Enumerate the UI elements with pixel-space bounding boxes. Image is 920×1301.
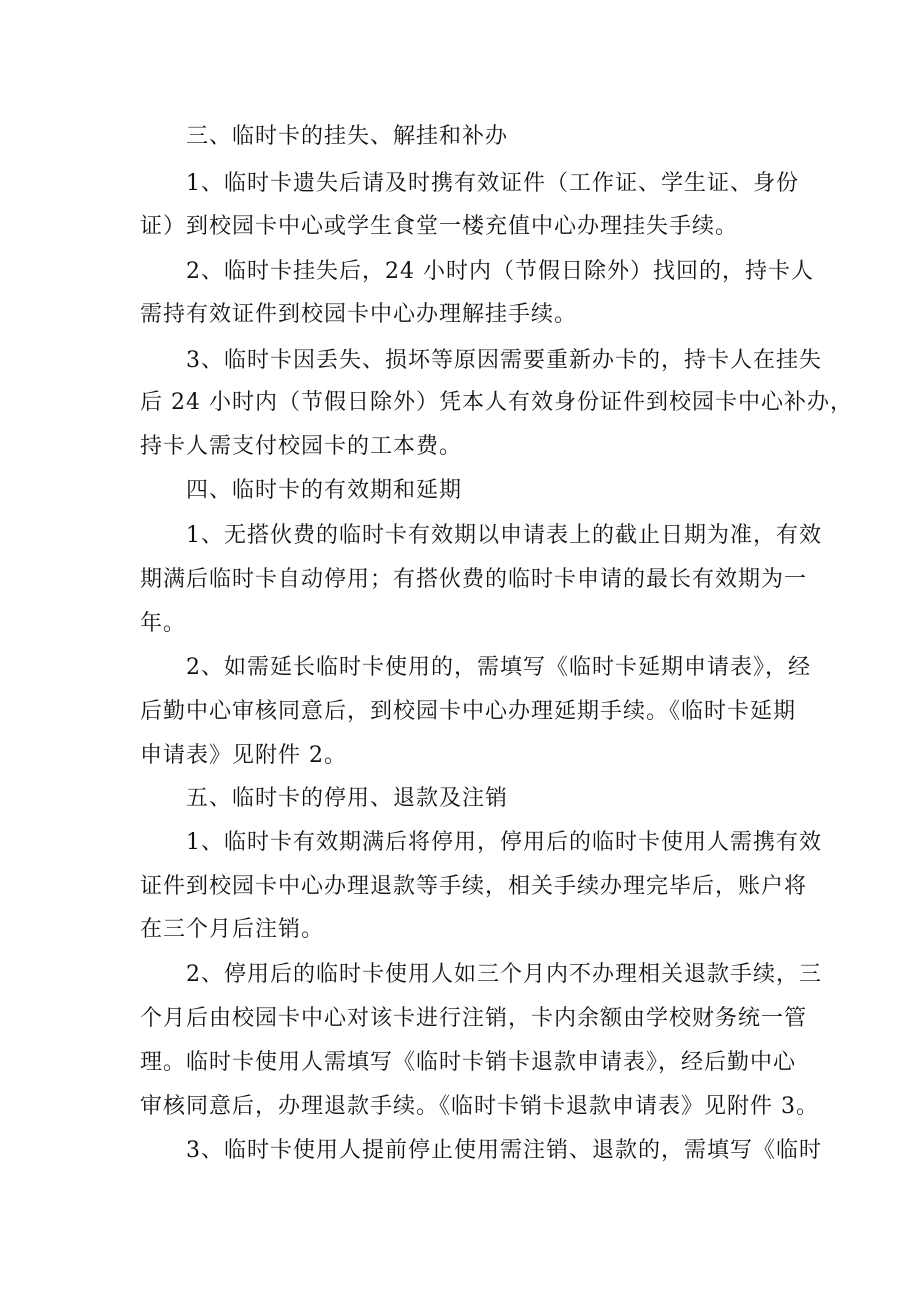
paragraph-line: 2、如需延长临时卡使用的，需填写《临时卡延期申请表》，经	[186, 655, 811, 680]
paragraph-line: 证）到校园卡中心或学生食堂一楼充值中心办理挂失手续。	[140, 214, 739, 239]
section-heading-3: 三、临时卡的挂失、解挂和补办	[186, 124, 509, 149]
paragraph-line: 审核同意后，办理退款手续。《临时卡销卡退款申请表》见附件 3。	[140, 1094, 819, 1119]
paragraph-line: 2、临时卡挂失后，24 小时内（节假日除外）找回的，持卡人	[186, 259, 814, 284]
section-heading-5: 五、临时卡的停用、退款及注销	[186, 786, 509, 811]
paragraph-line: 年。	[140, 611, 187, 636]
paragraph-line: 后勤中心审核同意后，到校园卡中心办理延期手续。《临时卡延期	[140, 699, 797, 724]
section-heading-4: 四、临时卡的有效期和延期	[186, 478, 463, 503]
paragraph-line: 在三个月后注销。	[140, 917, 325, 942]
paragraph-line: 后 24 小时内（节假日除外）凭本人有效身份证件到校园卡中心补办，	[140, 390, 853, 415]
paragraph-line: 期满后临时卡自动停用；有搭伙费的临时卡申请的最长有效期为一	[140, 567, 808, 592]
paragraph-line: 申请表》见附件 2。	[140, 743, 347, 768]
paragraph-line: 个月后由校园卡中心对该卡进行注销，卡内余额由学校财务统一管	[140, 1006, 808, 1031]
paragraph-line: 1、临时卡遗失后请及时携有效证件（工作证、学生证、身份	[186, 171, 799, 196]
paragraph-line: 持卡人需支付校园卡的工本费。	[140, 434, 463, 459]
paragraph-line: 需持有效证件到校园卡中心办理解挂手续。	[140, 302, 578, 327]
paragraph-line: 理。临时卡使用人需填写《临时卡销卡退款申请表》，经后勤中心	[140, 1050, 797, 1075]
paragraph-line: 1、无搭伙费的临时卡有效期以申请表上的截止日期为准，有效	[186, 523, 822, 548]
paragraph-line: 3、临时卡使用人提前停止使用需注销、退款的，需填写《临时	[186, 1138, 822, 1163]
paragraph-line: 1、临时卡有效期满后将停用，停用后的临时卡使用人需携有效	[186, 830, 822, 855]
paragraph-line: 3、临时卡因丢失、损坏等原因需要重新办卡的，持卡人在挂失	[186, 348, 822, 373]
paragraph-line: 2、停用后的临时卡使用人如三个月内不办理相关退款手续，三	[186, 962, 822, 987]
paragraph-line: 证件到校园卡中心办理退款等手续，相关手续办理完毕后，账户将	[140, 874, 808, 899]
